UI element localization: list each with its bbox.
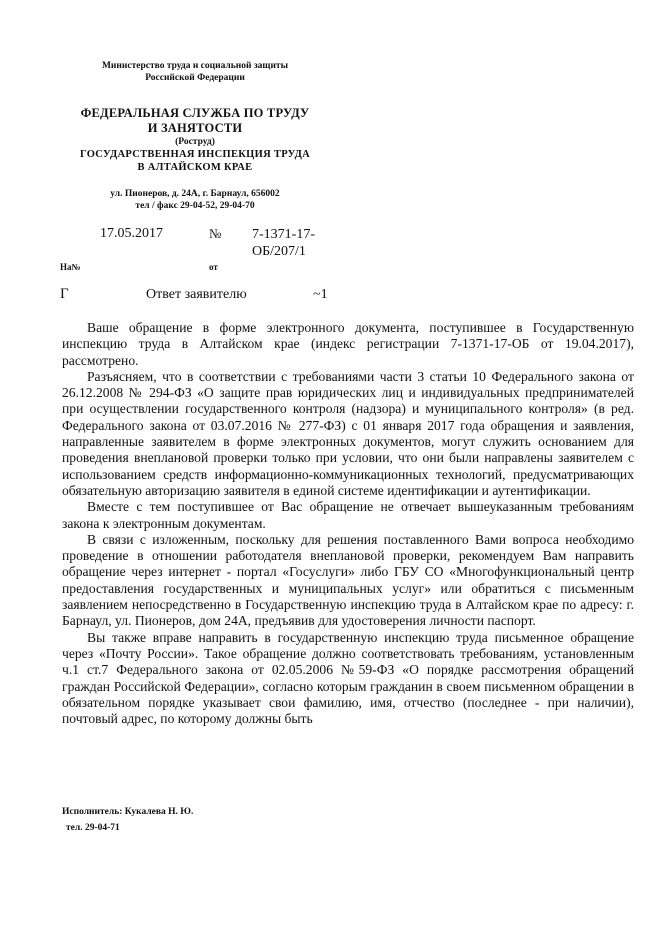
body-paragraph: Ваше обращение в форме электронного документа, поступившее в Государственную инспекцию труда в Алтайском крае (индекс регистрации 7-1371-17-ОБ от 19.04.2017), рассмотрено. — [62, 320, 634, 368]
body-paragraph: В связи с изложенным, поскольку для решения поставленного Вами вопроса необходимо проведение в отношении работодателя внеплановой проверки, рекомендуем Вам направить обращение через интернет - портал «Госуслуги» либо ГБУ СО «Многофункциональный центр предоставления государственных и муниципальных услуг» или обратиться с письменным заявлением непосредственно в Государственную инспекцию труда в Алтайском крае по адресу: г. Барнаул, ул. Пионеров, дом 24А, предъявив для удостоверения личности паспорт. — [62, 531, 634, 629]
executor-name: Исполнитель: Кукалева Н. Ю. — [62, 807, 194, 817]
subject-corner-right: ~1 — [313, 287, 328, 302]
letter-body — [62, 320, 634, 727]
registration-number-sign: № — [209, 226, 222, 241]
subject-title: Ответ заявителю — [146, 287, 247, 302]
body-paragraph: Разъясняем, что в соответствии с требованиями части 3 статьи 10 Федерального закона от 26.12.2008 № 294-ФЗ «О защите прав юридических лиц и индивидуальных предпринимателей при осуществлении государственного контроля (надзора) и муниципального контроля» (в ред. Федерального закона от 03.07.2016 № 277-ФЗ) с 01 января 2017 года обращения и заявления, направленные заявителем в форме электронных документов, могут служить основанием для проведения внеплановой проверки только при условии, что они были направлены заявителем с использованием средств информационно-коммуникационных технологий, предусматривающих обязательную авторизацию заявителя в единой системе идентификации и аутентификации. — [62, 368, 634, 498]
executor-phone: тел. 29-04-71 — [66, 823, 120, 833]
service-name-line-2: И ЗАНЯТОСТИ — [147, 121, 243, 135]
reference-number-label: На№ — [60, 262, 81, 272]
registration-number: 7-1371-17-ОБ/207/1 — [252, 227, 315, 259]
ministry-line-2: Российской Федерации — [145, 73, 245, 83]
reference-date-label: от — [209, 262, 218, 272]
subject-corner-left: Г — [60, 286, 69, 302]
inspection-phone-fax: тел / факс 29-04-52, 29-04-70 — [135, 201, 255, 211]
inspection-name-line-1: ГОСУДАРСТВЕННАЯ ИНСПЕКЦИЯ ТРУДА — [79, 149, 311, 160]
ministry-line-1: Министерство труда и социальной защиты — [101, 61, 289, 71]
body-paragraph: Вместе с тем поступившее от Вас обращение не отвечает вышеуказанным требованиям закона к электронным документам. — [62, 499, 634, 531]
body-paragraph: Вы также вправе направить в государственную инспекцию труда письменное обращение через «Почту России». Такое обращение должно соответствовать требованиям, установленным ч.1 ст.7 Федерального закона от 02.05.2006 №59-ФЗ «О порядке рассмотрения обращений граждан Российской Федерации», согласно которым гражданин в своем письменном обращении в обязательном порядке указывает свои фамилию, имя, отчество (последнее - при наличии), почтовый адрес, по которому должны быть — [62, 629, 634, 727]
rostrud-label: (Роструд) — [175, 137, 215, 147]
service-name-line-1: ФЕДЕРАЛЬНАЯ СЛУЖБА ПО ТРУДУ — [80, 106, 310, 120]
letterhead — [62, 60, 328, 212]
inspection-address: ул. Пионеров, д. 24А, г. Барнаул, 656002 — [110, 189, 280, 199]
inspection-name-line-2: В АЛТАЙСКОМ КРАЕ — [137, 162, 253, 173]
registration-date: 17.05.2017 — [100, 226, 163, 241]
